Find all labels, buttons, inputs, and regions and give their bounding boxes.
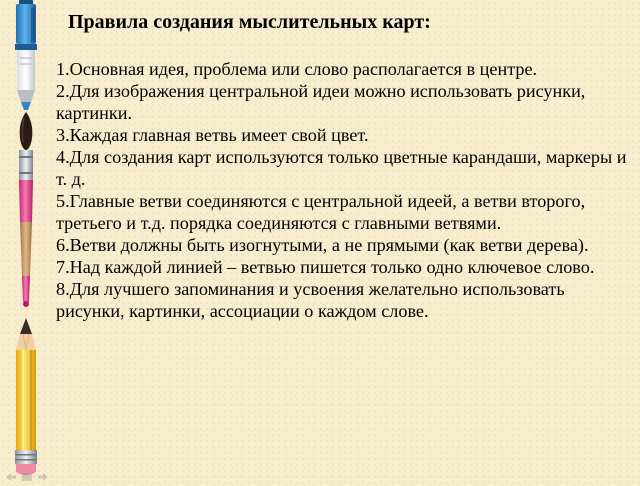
paintbrush-icon: [19, 112, 33, 307]
previous-arrow-icon[interactable]: [6, 468, 16, 476]
slide-menu-icon[interactable]: [22, 468, 32, 476]
rule-item-2: 2.Для изображения центральной идеи можно использовать рисунки, картинки.: [56, 81, 586, 123]
rule-item-4: 4.Для создания карт используются только цветные карандаши, маркеры и т. д.: [56, 147, 627, 189]
next-arrow-icon[interactable]: [38, 468, 48, 476]
slide-nav-controls: [6, 468, 48, 476]
rule-item-3: 3.Каждая главная ветвь имеет свой цвет.: [56, 125, 369, 145]
art-supplies-decoration: [0, 0, 54, 480]
rules-list: [56, 58, 634, 322]
marker-icon: [15, 0, 37, 110]
pencil-icon: [15, 318, 37, 475]
rule-item-5: 5.Главные ветви соединяются с центральной идеей, а ветви второго, третьего и т.д. порядка соединяются с главными ветвями.: [56, 191, 586, 233]
rule-item-8: 8.Для лучшего запоминания и усвоения желательно использовать рисунки, картинки, ассоциации о каждом слове.: [56, 279, 565, 321]
rule-item-1: 1.Основная идея, проблема или слово располагается в центре.: [56, 59, 538, 79]
rule-item-6: 6.Ветви должны быть изогнутыми, а не прямыми (как ветви дерева).: [56, 235, 589, 255]
rule-item-7: 7.Над каждой линией – ветвью пишется только одно ключевое слово.: [56, 257, 595, 277]
slide-title: Правила создания мыслительных карт:: [68, 11, 431, 33]
